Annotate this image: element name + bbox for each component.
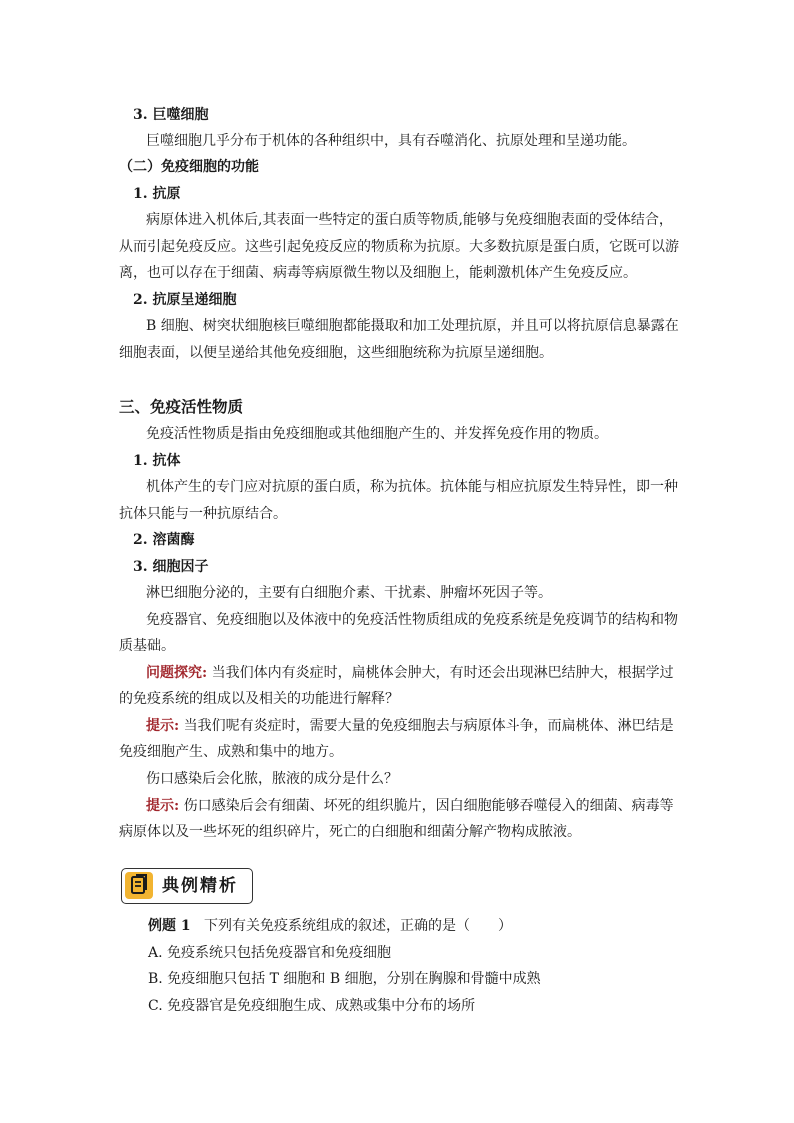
hint-label: 提示: — [146, 798, 180, 814]
hint-2-line-2: 病原体以及一些坏死的组织碎片，死亡的白细胞和细菌分解产物构成脓液。 — [119, 824, 581, 840]
paragraph-antigen-3: 离，也可以存在于细菌、病毒等病原微生物以及细胞上，能刺激机体产生免疫反应。 — [119, 265, 637, 281]
paragraph-antigen-1: 病原体进入机体后,其表面一些特定的蛋白质等物质,能够与免疫细胞表面的受体结合， — [146, 212, 673, 228]
heading-active-substances: 三、免疫活性物质 — [119, 397, 244, 416]
hint-label: 提示: — [146, 718, 180, 734]
question-1-line-1 — [146, 663, 674, 683]
hint-1-line-2: 免疫细胞产生、成熟和集中的地方。 — [119, 744, 343, 760]
option-b: B. 免疫细胞只包括 T 细胞和 B 细胞，分别在胸腺和骨髓中成熟 — [148, 971, 541, 987]
paragraph-antigen-2: 从而引起免疫反应。这些引起免疫反应的物质称为抗原。大多数抗原是蛋白质，它既可以游 — [119, 239, 679, 255]
heading-macrophage: 3. 巨噬细胞 — [133, 107, 209, 123]
paragraph-antibody-2: 抗体只能与一种抗原结合。 — [119, 506, 287, 522]
hint-2-text: 伤口感染后会有细菌、坏死的组织脆片，因白细胞能够吞噬侵入的细菌、病毒等 — [179, 798, 674, 814]
paragraph-antibody-1: 机体产生的专门应对抗原的蛋白质，称为抗体。抗体能与相应抗原发生特异性，即一种 — [146, 479, 678, 495]
paragraph-apc-2: 细胞表面，以便呈递给其他免疫细胞，这些细胞统称为抗原呈递细胞。 — [119, 345, 553, 361]
heading-antigen: 1. 抗原 — [133, 186, 181, 202]
heading-cytokine: 3. 细胞因子 — [133, 559, 209, 575]
question-1-text: 当我们体内有炎症时，扁桃体会肿大，有时还会出现淋巴结肿大，根据学过 — [207, 665, 674, 681]
question-2: 伤口感染后会化脓，脓液的成分是什么？ — [146, 771, 398, 787]
document-icon — [125, 872, 153, 899]
option-c: C. 免疫器官是免疫细胞生成、成熟或集中分布的场所 — [148, 998, 476, 1014]
heading-apc: 2. 抗原呈递细胞 — [133, 292, 237, 308]
question-label: 问题探究: — [146, 665, 208, 681]
paragraph-active-substances: 免疫活性物质是指由免疫细胞或其他细胞产生的、并发挥免疫作用的物质。 — [146, 426, 608, 442]
hint-2-line-1 — [146, 796, 674, 816]
paragraph-immune-system-2: 质基础。 — [119, 638, 175, 654]
hint-1-line-1 — [146, 716, 674, 736]
example-label: 例题 1 — [148, 918, 191, 934]
question-1-line-2: 的免疫系统的组成以及相关的功能进行解释？ — [119, 691, 399, 707]
example-question — [148, 916, 512, 936]
hint-1-text: 当我们呢有炎症时，需要大量的免疫细胞去与病原体斗争，而扁桃体、淋巴结是 — [179, 718, 674, 734]
option-a: A. 免疫系统只包括免疫器官和免疫细胞 — [148, 945, 392, 961]
paragraph-apc-1: B 细胞、树突状细胞核巨噬细胞都能摄取和加工处理抗原，并且可以将抗原信息暴露在 — [146, 318, 679, 334]
paragraph-immune-system-1: 免疫器官、免疫细胞以及体液中的免疫活性物质组成的免疫系统是免疫调节的结构和物 — [146, 612, 678, 628]
paragraph-macrophage: 巨噬细胞几乎分布于机体的各种组织中，具有吞噬消化、抗原处理和呈递功能。 — [146, 133, 636, 149]
example-analysis-badge — [121, 868, 253, 904]
heading-immune-cell-function: （二）免疫细胞的功能 — [119, 159, 259, 175]
badge-title: 典例精析 — [162, 876, 238, 896]
example-question-text: 下列有关免疫系统组成的叙述，正确的是（ ） — [203, 918, 512, 934]
paragraph-cytokine: 淋巴细胞分泌的，主要有白细胞介素、干扰素、肿瘤坏死因子等。 — [146, 585, 552, 601]
heading-antibody: 1. 抗体 — [133, 453, 181, 469]
heading-lysozyme: 2. 溶菌酶 — [133, 532, 195, 548]
